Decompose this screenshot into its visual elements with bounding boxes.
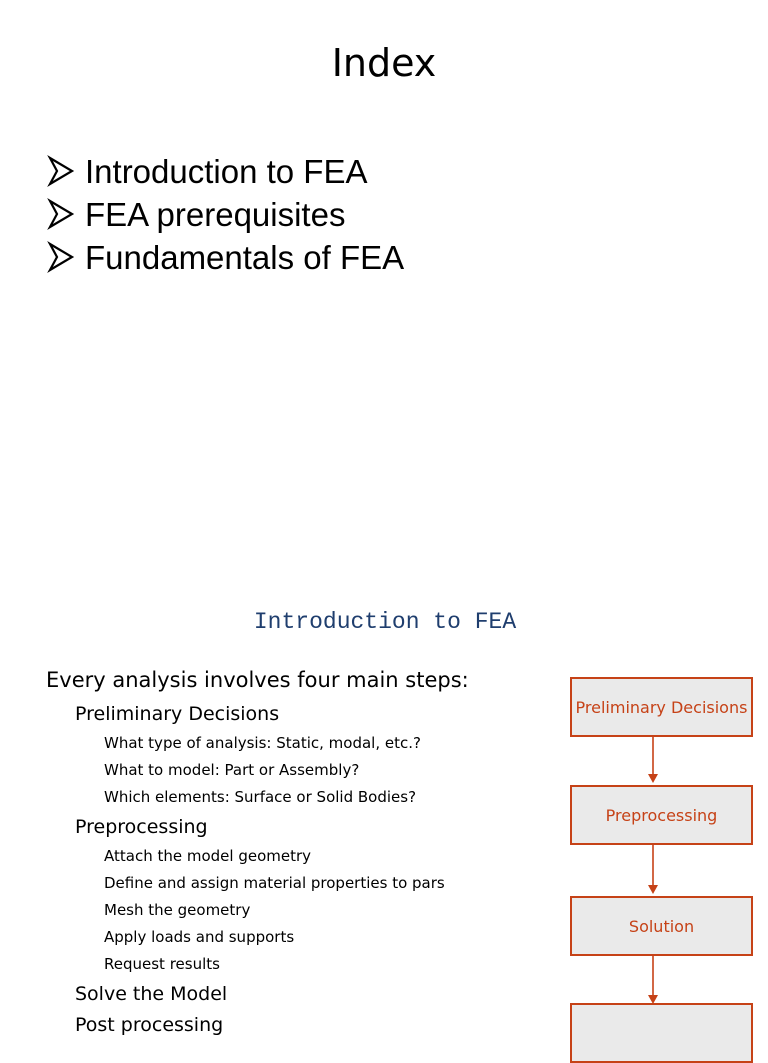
outline-heading: Every analysis involves four main steps: [46, 668, 469, 692]
index-item-fundamentals [48, 236, 404, 279]
step-preprocessing: Preprocessing [75, 816, 208, 838]
step-detail: Mesh the geometry [104, 901, 251, 919]
index-item-label: FEA prerequisites [85, 196, 346, 233]
step-detail: What type of analysis: Static, modal, etc.? [104, 734, 421, 752]
flow-box-preliminary-decisions: Preliminary Decisions [570, 677, 753, 737]
index-item-label: Fundamentals of FEA [85, 239, 405, 276]
flow-box-preprocessing: Preprocessing [570, 785, 753, 845]
arrow-down-icon [646, 845, 660, 895]
index-item-label: Introduction to FEA [85, 153, 368, 190]
step-solve-model: Solve the Model [75, 983, 228, 1005]
intro-slide [0, 575, 768, 1036]
step-detail: Define and assign material properties to pars [104, 874, 445, 892]
arrow-bullet-icon [48, 150, 74, 193]
index-title: Index [331, 41, 437, 85]
index-bullet-list [48, 150, 404, 279]
step-preliminary-decisions: Preliminary Decisions [75, 703, 280, 725]
flow-box-solution: Solution [570, 896, 753, 956]
step-detail: Request results [104, 955, 220, 973]
intro-title: Introduction to FEA [253, 609, 517, 635]
index-item-prerequisites [48, 193, 404, 236]
step-detail: Attach the model geometry [104, 847, 312, 865]
arrow-down-icon [646, 735, 660, 784]
flow-box-post-processing [570, 1003, 753, 1063]
arrow-bullet-icon [48, 236, 74, 279]
arrow-bullet-icon [48, 193, 74, 236]
step-detail: What to model: Part or Assembly? [104, 761, 360, 779]
index-item-intro [48, 150, 404, 193]
step-detail: Apply loads and supports [104, 928, 295, 946]
step-post-processing: Post processing [75, 1014, 224, 1036]
arrow-down-icon [646, 956, 660, 1005]
step-detail: Which elements: Surface or Solid Bodies? [104, 788, 417, 806]
